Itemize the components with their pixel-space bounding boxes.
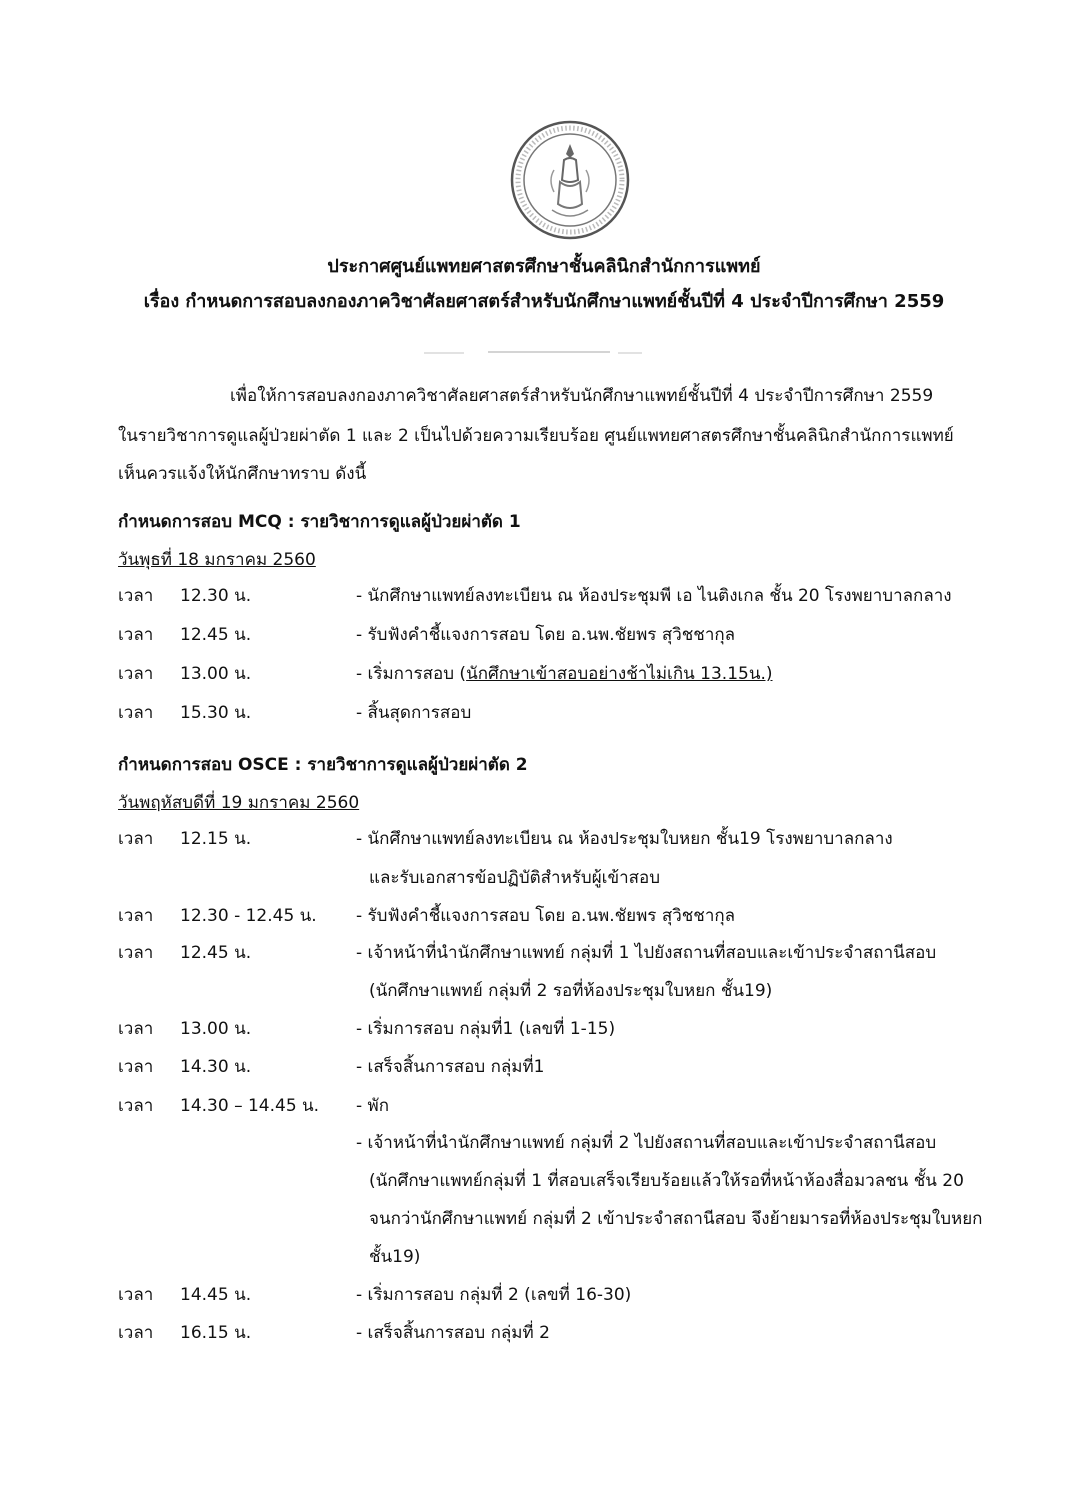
section-heading-osce: กำหนดการสอบ OSCE : รายวิชาการดูแลผู้ป่วยผ่าตัด 2 — [118, 755, 528, 775]
time-label: เวลา — [118, 703, 154, 723]
late-limit-note: นักศึกษาเข้าสอบอย่างช้าไม่เกิน 13.15น.) — [466, 664, 773, 684]
intro-line: เห็นควรแจ้งให้นักศึกษาทราบ ดังนี้ — [118, 464, 367, 484]
schedule-description — [356, 661, 773, 687]
schedule-description: - เจ้าหน้าที่นำนักศึกษาแพทย์ กลุ่มที่ 1 ไปยังสถานที่สอบและเข้าประจำสถานีสอบ — [356, 943, 937, 963]
time-label: เวลา — [118, 1096, 154, 1116]
section-date-mcq: วันพุธที่ 18 มกราคม 2560 — [118, 550, 316, 570]
time-label: เวลา — [118, 586, 154, 606]
time-value: 14.30 น. — [180, 1057, 252, 1077]
schedule-continuation: ชั้น19) — [369, 1247, 421, 1267]
time-label: เวลา — [118, 1057, 154, 1077]
institution-seal-icon — [508, 118, 632, 242]
time-label: เวลา — [118, 1323, 154, 1343]
time-label: เวลา — [118, 664, 154, 684]
schedule-continuation: (นักศึกษาแพทย์กลุ่มที่ 1 ที่สอบเสร็จเรียบร้อยแล้วให้รอที่หน้าห้องสื่อมวลชน ชั้น 20 — [369, 1171, 964, 1191]
time-value: 14.30 – 14.45 น. — [180, 1096, 320, 1116]
schedule-row — [0, 903, 1088, 933]
intro-line: ในรายวิชาการดูแลผู้ป่วยผ่าตัด 1 และ 2 เป็นไปด้วยความเรียบร้อย ศูนย์แพทยศาสตรศึกษาชั้นคลินิกสำนักการแพทย์ — [118, 426, 954, 446]
time-value: 16.15 น. — [180, 1323, 252, 1343]
time-value: 12.30 น. — [180, 586, 252, 606]
time-label: เวลา — [118, 906, 154, 926]
schedule-description: - สิ้นสุดการสอบ — [356, 703, 472, 723]
time-label: เวลา — [118, 625, 154, 645]
schedule-row — [0, 1093, 1088, 1123]
description-text: - เริ่มการสอบ ( — [356, 664, 467, 684]
intro-line: เพื่อให้การสอบลงกองภาควิชาศัลยศาสตร์สำหรับนักศึกษาแพทย์ชั้นปีที่ 4 ประจำปีการศึกษา 2559 — [230, 386, 934, 406]
schedule-description: - รับฟังคำชี้แจงการสอบ โดย อ.นพ.ชัยพร สุวิชชากุล — [356, 906, 736, 926]
time-label: เวลา — [118, 943, 154, 963]
schedule-row — [0, 622, 1088, 652]
schedule-continuation: จนกว่านักศึกษาแพทย์ กลุ่มที่ 2 เข้าประจำสถานีสอบ จึงย้ายมารอที่ห้องประชุมใบหยก — [369, 1209, 983, 1229]
section-date-osce: วันพฤหัสบดีที่ 19 มกราคม 2560 — [118, 793, 360, 813]
time-value: 12.30 - 12.45 น. — [180, 906, 317, 926]
schedule-row — [0, 661, 1088, 691]
time-value: 13.00 น. — [180, 1019, 252, 1039]
schedule-row — [0, 1282, 1088, 1312]
schedule-description: - เริ่มการสอบ กลุ่มที่ 2 (เลขที่ 16-30) — [356, 1285, 632, 1305]
schedule-description: - เริ่มการสอบ กลุ่มที่1 (เลขที่ 1-15) — [356, 1019, 616, 1039]
scan-artifact — [424, 352, 464, 354]
time-value: 15.30 น. — [180, 703, 252, 723]
schedule-description: - เสร็จสิ้นการสอบ กลุ่มที่ 2 — [356, 1323, 550, 1343]
schedule-continuation: (นักศึกษาแพทย์ กลุ่มที่ 2 รอที่ห้องประชุมใบหยก ชั้น19) — [369, 981, 773, 1001]
time-label: เวลา — [118, 1285, 154, 1305]
scan-artifact — [618, 352, 642, 354]
schedule-row — [0, 700, 1088, 730]
schedule-description: - นักศึกษาแพทย์ลงทะเบียน ณ ห้องประชุมพี เอ ไนติงเกล ชั้น 20 โรงพยาบาลกลาง — [356, 586, 952, 606]
section-heading-mcq: กำหนดการสอบ MCQ : รายวิชาการดูแลผู้ป่วยผ่าตัด 1 — [118, 512, 521, 532]
schedule-row — [0, 1054, 1088, 1084]
schedule-row — [0, 1016, 1088, 1046]
scan-artifact — [488, 351, 610, 353]
time-label: เวลา — [118, 1019, 154, 1039]
schedule-description: - เจ้าหน้าที่นำนักศึกษาแพทย์ กลุ่มที่ 2 ไปยังสถานที่สอบและเข้าประจำสถานีสอบ — [356, 1133, 937, 1153]
schedule-row — [0, 1130, 1088, 1160]
time-value: 14.45 น. — [180, 1285, 252, 1305]
schedule-description: - นักศึกษาแพทย์ลงทะเบียน ณ ห้องประชุมใบหยก ชั้น19 โรงพยาบาลกลาง — [356, 829, 893, 849]
schedule-row — [0, 940, 1088, 970]
schedule-continuation: และรับเอกสารข้อปฏิบัติสำหรับผู้เข้าสอบ — [369, 868, 661, 888]
schedule-row — [0, 583, 1088, 613]
time-value: 12.15 น. — [180, 829, 252, 849]
time-label: เวลา — [118, 829, 154, 849]
schedule-row — [0, 1320, 1088, 1350]
time-value: 12.45 น. — [180, 943, 252, 963]
time-value: 12.45 น. — [180, 625, 252, 645]
announcement-title: ประกาศศูนย์แพทยศาสตรศึกษาชั้นคลินิกสำนักการแพทย์ — [327, 256, 761, 277]
time-value: 13.00 น. — [180, 664, 252, 684]
schedule-row — [0, 826, 1088, 856]
schedule-description: - พัก — [356, 1096, 390, 1116]
announcement-subject: เรื่อง กำหนดการสอบลงกองภาควิชาศัลยศาสตร์สำหรับนักศึกษาแพทย์ชั้นปีที่ 4 ประจำปีการศึกษา 2559 — [143, 291, 945, 312]
schedule-description: - เสร็จสิ้นการสอบ กลุ่มที่1 — [356, 1057, 545, 1077]
schedule-description: - รับฟังคำชี้แจงการสอบ โดย อ.นพ.ชัยพร สุวิชชากุล — [356, 625, 736, 645]
